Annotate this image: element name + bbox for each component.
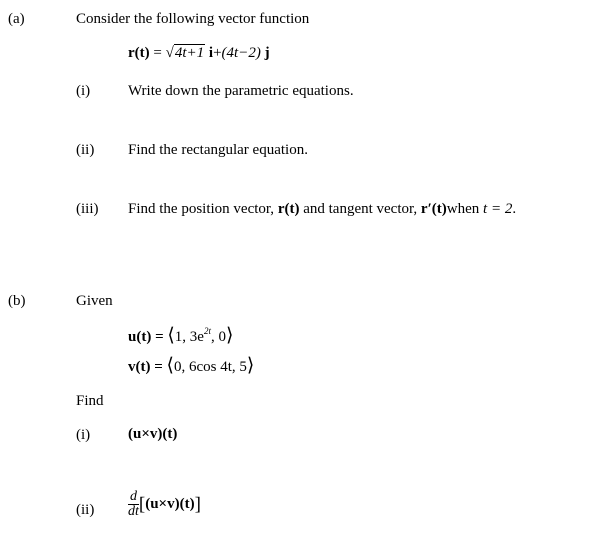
- item-a-iii-when: when: [446, 201, 480, 217]
- sqrt-expression: √4t+1: [165, 45, 205, 61]
- item-a-iii-text-mid: and tangent vector,: [303, 201, 418, 217]
- v-open-angle: ⟨: [166, 355, 174, 376]
- unit-j: j: [264, 45, 270, 61]
- u-exponent: 2t: [203, 326, 211, 336]
- v-lhs: v(t) =: [128, 359, 167, 375]
- item-a-iii-text: [128, 202, 516, 217]
- equals-sign: =: [153, 45, 162, 61]
- plus-sign: +: [213, 45, 222, 61]
- v-close-angle: ⟩: [246, 355, 255, 376]
- r-of-t: r(t): [128, 45, 150, 61]
- tangent-vector-symbol: r′(t): [420, 201, 447, 217]
- derivative-inner-expr: (u×v)(t): [145, 496, 195, 512]
- u-close-angle: ⟩: [225, 325, 234, 346]
- u-lhs: u(t) =: [128, 329, 168, 345]
- part-b-label: (b): [8, 293, 26, 309]
- derivative-expr: [128, 490, 201, 519]
- close-bracket: ]: [194, 494, 201, 515]
- part-a-label: (a): [8, 11, 25, 27]
- item-b-ii-label: (ii): [76, 502, 95, 518]
- cross-product-expr: (u×v)(t): [128, 426, 178, 442]
- d-numerator: d: [129, 489, 137, 504]
- position-vector-symbol: r(t): [277, 201, 300, 217]
- part-a-intro: Consider the following vector function: [76, 11, 310, 27]
- dt-denominator: dt: [128, 504, 139, 519]
- open-bracket: [: [138, 494, 146, 515]
- item-a-ii-label: (ii): [76, 142, 95, 158]
- item-b-i-label: (i): [76, 427, 91, 443]
- d-dt-fraction: [128, 490, 139, 519]
- item-a-i-label: (i): [76, 83, 91, 99]
- u-open-angle: ⟨: [167, 325, 175, 346]
- t-equals-two: t = 2: [483, 201, 513, 217]
- sqrt-argument: 4t+1: [174, 45, 205, 61]
- item-a-i-text: Write down the parametric equations.: [128, 83, 354, 99]
- item-a-iii-period: .: [512, 201, 517, 217]
- unit-i: i: [208, 45, 214, 61]
- part-b-given: Given: [76, 293, 113, 309]
- v-body: 0, 6cos 4t, 5: [173, 359, 247, 375]
- item-a-iii-text-before: Find the position vector,: [128, 201, 275, 217]
- item-a-ii-text: Find the rectangular equation.: [128, 142, 308, 158]
- item-a-iii-label: (iii): [76, 201, 99, 217]
- vector-function-equation: [128, 46, 270, 61]
- u-body-pre: 1, 3e: [174, 329, 204, 345]
- u-body-post: , 0: [210, 329, 226, 345]
- j-component: (4t−2): [221, 45, 261, 61]
- part-b-find: Find: [76, 393, 104, 409]
- v-definition: [128, 356, 254, 375]
- u-definition: [128, 326, 233, 345]
